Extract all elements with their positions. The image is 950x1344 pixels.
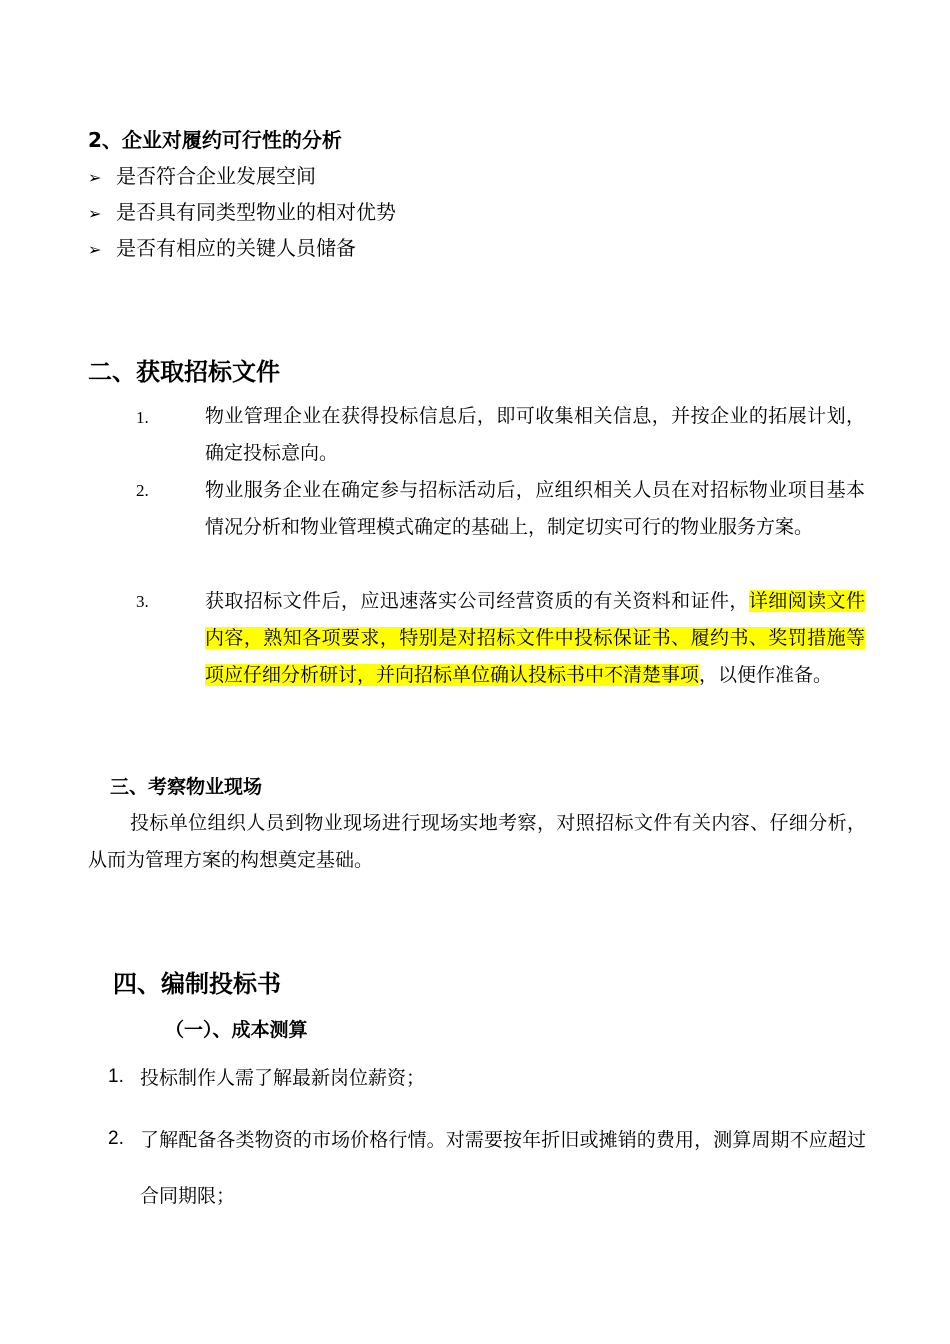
- item-text: 投标制作人需了解最新岗位薪资；: [140, 1067, 426, 1089]
- item-text-after: ，以便作准备。: [699, 664, 833, 686]
- section4-title: 四、编制投标书: [113, 970, 281, 998]
- item-number: 1.: [136, 408, 149, 427]
- item-number: 2.: [136, 481, 149, 500]
- arrow-bullet-icon: ➢: [88, 204, 102, 223]
- bullet-text: 是否符合企业发展空间: [116, 164, 316, 188]
- list-item: [88, 160, 316, 189]
- item-text: 了解配备各类物资的市场价格行情。对需要按年折旧或摊销的费用，测算周期不应超过合同期限；: [140, 1129, 866, 1207]
- section3-title: 三、考察物业现场: [110, 776, 263, 798]
- item-number: 1.: [108, 1066, 124, 1087]
- item-text: 物业管理企业在获得投标信息后，即可收集相关信息，并按企业的拓展计划，确定投标意向。: [205, 405, 865, 464]
- section4-subtitle: （一）、成本测算: [165, 1019, 308, 1041]
- section2-title: 二、获取招标文件: [88, 358, 280, 386]
- item-text: 物业服务企业在确定参与招标活动后，应组织相关人员在对招标物业项目基本情况分析和物业管理模式确定的基础上，制定切实可行的物业服务方案。: [205, 479, 865, 538]
- bullet-text: 是否具有同类型物业的相对优势: [116, 200, 396, 224]
- list-item: [88, 196, 396, 225]
- arrow-bullet-icon: ➢: [88, 240, 102, 259]
- list-item: [88, 232, 356, 261]
- arrow-bullet-icon: ➢: [88, 168, 102, 187]
- bullet-text: 是否有相应的关键人员储备: [116, 236, 356, 260]
- highlighted-text: 详细阅读文件内容，熟知各项要求，特别是对招标文件中投标保证书、履约书、奖罚措施等项应仔细分析研讨，并向招标单位确认投标书中不清楚事项: [205, 590, 865, 686]
- item-number: 3.: [136, 592, 149, 611]
- item-number: 2.: [108, 1128, 124, 1149]
- item-text: [205, 583, 865, 694]
- item-text-before: 获取招标文件后，应迅速落实公司经营资质的有关资料和证件，: [205, 590, 749, 612]
- section1-title: 2、企业对履约可行性的分析: [88, 128, 342, 152]
- section3-body: 投标单位组织人员到物业现场进行现场实地考察，对照招标文件有关内容、仔细分析，从而为管理方案的构想奠定基础。: [88, 812, 866, 871]
